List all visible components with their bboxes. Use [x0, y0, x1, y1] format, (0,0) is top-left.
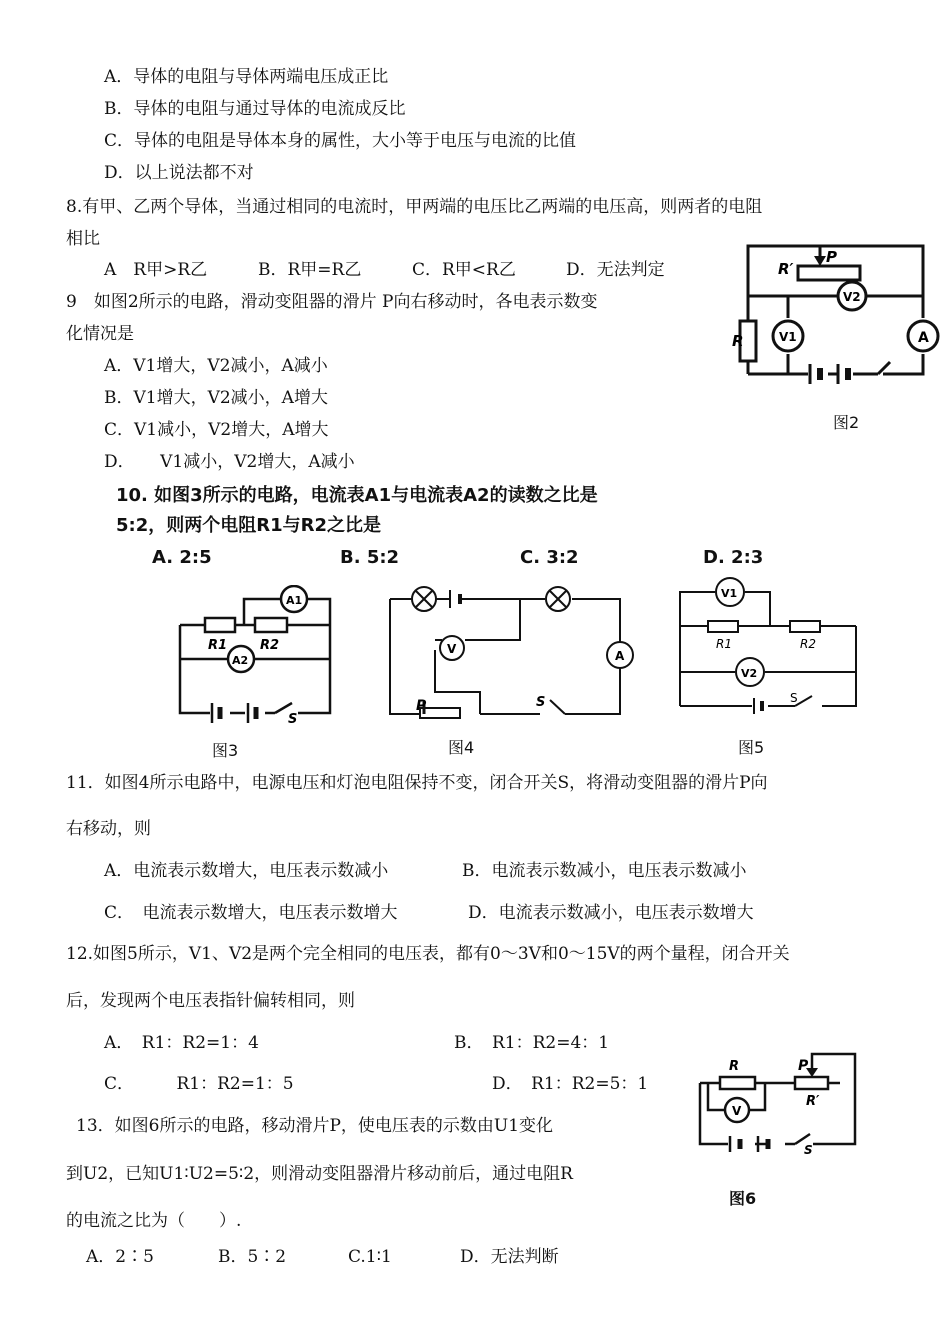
q11-stem-line1: 11．如图4所示电路中，电源电压和灯泡电阻保持不变，闭合开关S，将滑动变阻器的滑片P向: [66, 773, 768, 793]
fig5-v1-label: V1: [721, 587, 738, 600]
fig3-a2-label: A2: [232, 654, 249, 667]
fig4-voltmeter-label: V: [447, 642, 457, 656]
q11-option-d: D．电流表示数减小，电压表示数增大: [468, 903, 754, 923]
fig5-r2-label: R2: [800, 637, 816, 651]
q7-option-b: B．导体的电阻与通过导体的电流成反比: [104, 99, 406, 119]
figure-6-circuit: [690, 1048, 865, 1158]
figure-4-circuit: [380, 582, 640, 722]
q8-stem-line1: 8.有甲、乙两个导体，当通过相同的电流时，甲两端的电压比乙两端的电压高，则两者的电阻: [66, 197, 763, 217]
q7-option-c: C．导体的电阻是导体本身的属性，大小等于电压与电流的比值: [104, 131, 577, 151]
fig2-v2-label: V2: [843, 290, 861, 304]
q13-stem-line2: 到U2，已知U1∶U2=5∶2，则滑动变阻器滑片移动前后，通过电阻R: [66, 1164, 573, 1184]
fig3-a1-label: A1: [286, 594, 303, 607]
fig4-ammeter-label: A: [615, 649, 625, 663]
q11-option-a: A．电流表示数增大，电压表示数减小: [104, 861, 389, 881]
q12-option-a: A． R1：R2=1：4: [104, 1033, 259, 1053]
q10-stem-line1: 10. 如图3所示的电路，电流表A1与电流表A2的读数之比是: [116, 485, 598, 506]
q9-option-b: B．V1增大，V2减小，A增大: [104, 388, 328, 408]
fig6-voltmeter-label: V: [732, 1104, 742, 1118]
fig3-switch-label: S: [288, 712, 298, 725]
figure-6-caption: 图6: [729, 1189, 757, 1208]
q13-option-b: B．5∶2: [218, 1247, 287, 1267]
fig3-r1-label: R1: [208, 638, 228, 653]
q11-stem-line2: 右移动，则: [66, 819, 151, 839]
fig6-label-p: P: [798, 1058, 809, 1074]
q12-option-d: D． R1：R2=5：1: [492, 1074, 649, 1094]
fig6-label-rprime: R′: [806, 1094, 820, 1109]
q10-option-b: B. 5:2: [340, 547, 400, 568]
q9-option-a: A．V1增大，V2减小，A减小: [104, 356, 328, 376]
figure-3-circuit: [170, 585, 340, 725]
figure-5-circuit: [670, 576, 870, 722]
q9-option-c: C．V1减小，V2增大，A增大: [104, 420, 329, 440]
q13-option-a: A．2∶5: [86, 1247, 154, 1267]
fig2-label-rprime: R′: [778, 260, 794, 278]
fig3-r2-label: R2: [260, 638, 280, 653]
q13-stem-line1: 13．如图6所示的电路，移动滑片P，使电压表的示数由U1变化: [76, 1116, 554, 1136]
fig2-v1-label: V1: [779, 330, 797, 344]
q13-option-d: D．无法判断: [460, 1247, 559, 1267]
q10-option-c: C. 3:2: [520, 547, 579, 568]
q8-stem-line2: 相比: [66, 229, 100, 249]
fig6-label-r: R: [729, 1059, 740, 1074]
q7-option-a: A．导体的电阻与导体两端电压成正比: [104, 67, 389, 87]
fig2-label-p: P: [826, 248, 837, 266]
q9-stem-line2: 化情况是: [66, 324, 134, 344]
fig5-r1-label: R1: [716, 637, 732, 651]
fig5-v2-label: V2: [741, 667, 758, 680]
fig5-switch-label: S: [790, 691, 798, 705]
q8-option-d: D．无法判定: [566, 260, 665, 280]
q12-option-c: C． R1：R2=1：5: [104, 1074, 294, 1094]
figure-5-caption: 图5: [738, 738, 765, 757]
q8-option-c: C．R甲<R乙: [412, 260, 516, 280]
figure-3-caption: 图3: [212, 741, 239, 760]
q11-option-c: C． 电流表示数增大，电压表示数增大: [104, 903, 398, 923]
q8-option-b: B．R甲=R乙: [258, 260, 362, 280]
q13-stem-line3: 的电流之比为（ ）.: [66, 1211, 242, 1231]
q8-option-a: A R甲>R乙: [104, 260, 208, 280]
fig4-switch-label: S: [536, 695, 546, 710]
q12-option-b: B． R1：R2=4：1: [454, 1033, 610, 1053]
q9-option-d: D． V1减小，V2增大，A减小: [104, 452, 355, 472]
q12-stem-line2: 后，发现两个电压表指针偏转相同，则: [66, 991, 355, 1011]
q7-option-d: D．以上说法都不对: [104, 163, 254, 183]
fig6-switch-label: S: [804, 1143, 813, 1157]
fig2-label-r: R: [732, 332, 744, 350]
q10-option-d: D. 2:3: [703, 547, 764, 568]
q10-stem-line2: 5:2，则两个电阻R1与R2之比是: [116, 515, 382, 536]
fig4-label-p: P: [416, 698, 427, 714]
fig2-ammeter-label: A: [918, 330, 929, 346]
q12-stem-line1: 12.如图5所示，V1、V2是两个完全相同的电压表，都有0～3V和0～15V的两个量程，闭合开关: [66, 944, 790, 964]
q10-option-a: A. 2:5: [152, 547, 212, 568]
figure-2-caption: 图2: [833, 413, 860, 432]
q9-stem-line1: 9 如图2所示的电路，滑动变阻器的滑片 P向右移动时，各电表示数变: [66, 292, 598, 312]
q13-option-c: C.1∶1: [348, 1247, 392, 1267]
figure-4-caption: 图4: [448, 738, 475, 757]
q11-option-b: B．电流表示数减小，电压表示数减小: [462, 861, 747, 881]
